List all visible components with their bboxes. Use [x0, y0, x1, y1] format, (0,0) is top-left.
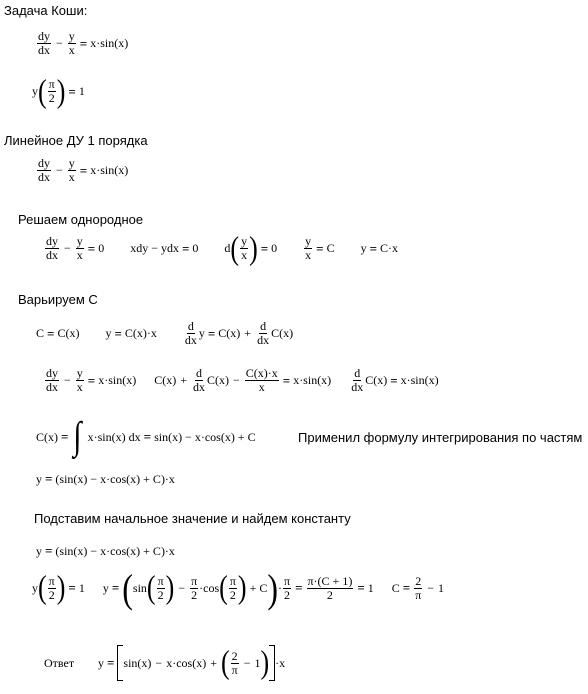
heading-vary: Варьируем С	[18, 292, 98, 307]
equation-general-solution-2: y = (sin(x) − x·cos(x) + C)·x	[36, 543, 175, 558]
heading-linear: Линейное ДУ 1 порядка	[4, 133, 148, 148]
equation-substitution: $\frac{dy}{dx}$ − $\frac{y}{x}$ = x·sin(x) C(x) + $\frac{d}{dx}$ C(x) − $\frac{C(x)\cdot x}{x}$ = x·sin(x) $\frac{d}{dx}$ C(x) = x·sin(x)	[46, 366, 439, 394]
integration-note: Применил формулу интегрирования по частям	[298, 430, 583, 445]
equation-general-solution: y = (sin(x) − x·cos(x) + C)·x	[36, 471, 175, 486]
equation-initial-condition: y ( $\frac{\pi}{2}$ ) = 1	[32, 72, 85, 109]
heading-substitute: Подставим начальное значение и найдем константу	[34, 511, 351, 526]
equation-homogeneous: $\frac{dy}{dx}$ − $\frac{y}{x}$ = 0 xdy − ydx = 0 d ( $\frac{y}{x}$ ) = 0 $\frac{y}{x}$ = C y = C·x	[46, 229, 399, 266]
equation-constant: y ( $\frac{\pi}{2}$ ) = 1 y = ( sin ( $\frac{\pi}{2}$ ) − $\frac{\pi}{2}$ · cos ( $\frac{\pi}{2}$ ) + C ) · $\frac{\pi}{2}$ = $\frac{\pi\cdot(C + 1)}{2}$ = 1 C = $\frac{2}{\pi}$ − 1	[32, 565, 445, 611]
heading-cauchy: Задача Коши:	[4, 3, 88, 18]
answer-label: Ответ	[44, 656, 75, 670]
equation-ode: $\frac{dy}{dx}$ − $\frac{y}{x}$ = x·sin(x)	[38, 29, 129, 57]
equation-answer: y = sin(x) − x·cos(x) + ( $\frac{2}{\pi}$ − 1 ) · x	[98, 644, 286, 681]
equation-variation: C = C(x) y = C(x)·x $\frac{d}{dx}$ y = C(x) + $\frac{d}{dx}$ C(x)	[36, 319, 294, 347]
heading-homogeneous: Решаем однородное	[18, 212, 144, 227]
integral-sign: ∫	[73, 414, 82, 458]
equation-integral: C(x) = ∫ x·sin(x) dx = sin(x) − x·cos(x) + C	[36, 414, 256, 458]
equation-linear: $\frac{dy}{dx}$ − $\frac{y}{x}$ = x·sin(x)	[38, 156, 129, 184]
